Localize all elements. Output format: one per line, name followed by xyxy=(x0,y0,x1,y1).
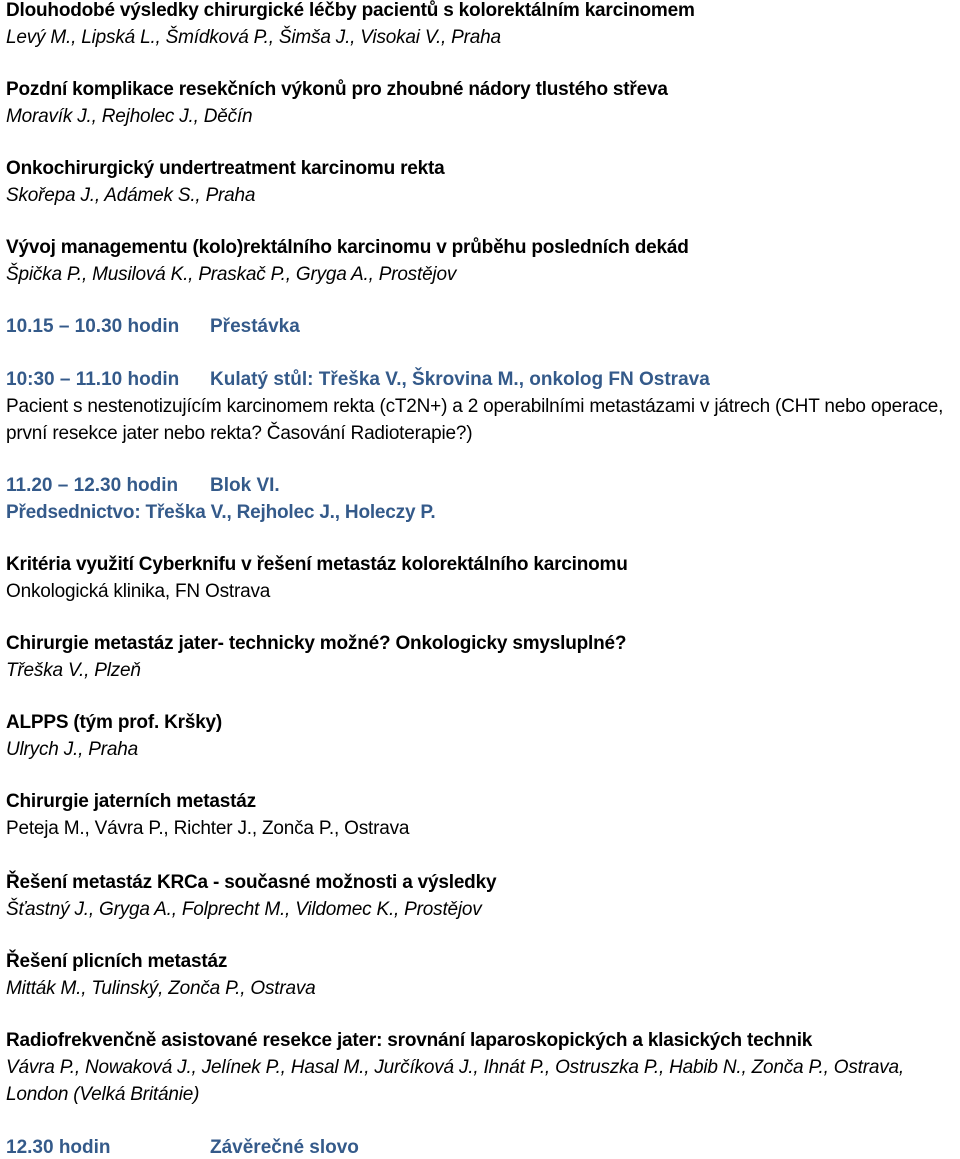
break-time: 10.15 – 10.30 hodin xyxy=(6,316,180,337)
talk-title: ALPPS (tým prof. Kršky) xyxy=(6,712,223,733)
block-label: Blok VI. xyxy=(210,475,280,496)
talk-authors: Vávra P., Nowaková J., Jelínek P., Hasal M., Jurčíková J., Ihnát P., Ostruszka P., Habib N., Zonča P., Ostrava, xyxy=(6,1057,904,1078)
break-session xyxy=(6,316,946,338)
block-chairs: Předsednictvo: Třeška V., Rejholec J., Holeczy P. xyxy=(6,502,436,523)
talk-authors: Onkologická klinika, FN Ostrava xyxy=(6,581,271,602)
round-table-session xyxy=(6,369,946,391)
talk-title: Kritéria využití Cyberknifu v řešení metastáz kolorektálního karcinomu xyxy=(6,554,628,575)
talk-authors: Špička P., Musilová K., Praskač P., Gryga A., Prostějov xyxy=(6,264,457,285)
talk-authors: Ulrych J., Praha xyxy=(6,739,138,760)
talk-title: Radiofrekvenčně asistované resekce jater: srovnání laparoskopických a klasických technik xyxy=(6,1030,813,1051)
talk-authors: Skořepa J., Adámek S., Praha xyxy=(6,185,256,206)
talk-title: Chirurgie jaterních metastáz xyxy=(6,791,256,812)
round-table-question: první resekce jater nebo rekta? Časování Radioterapie?) xyxy=(6,423,473,444)
talk-authors: Levý M., Lipská L., Šmídková P., Šimša J., Visokai V., Praha xyxy=(6,27,501,48)
round-table-label xyxy=(210,369,710,391)
block-time: 11.20 – 12.30 hodin xyxy=(6,475,179,496)
round-table-chairs: Kulatý stůl: Třeška V., Škrovina M. xyxy=(210,369,519,390)
round-table-time: 10:30 – 11.10 hodin xyxy=(6,369,180,390)
block-session xyxy=(6,475,946,497)
talk-title: Řešení metastáz KRCa - současné možnosti a výsledky xyxy=(6,872,497,893)
talk-title: Vývoj managementu (kolo)rektálního karcinomu v průběhu posledních dekád xyxy=(6,237,689,258)
talk-authors: Šťastný J., Gryga A., Folprecht M., Vildomec K., Prostějov xyxy=(6,899,482,920)
talk-title: Dlouhodobé výsledky chirurgické léčby pacientů s kolorektálním karcinomem xyxy=(6,0,695,21)
talk-title: Onkochirurgický undertreatment karcinomu rekta xyxy=(6,158,445,179)
talk-title: Řešení plicních metastáz xyxy=(6,951,228,972)
talk-authors: Třeška V., Plzeň xyxy=(6,660,141,681)
closing-session xyxy=(6,1137,946,1159)
closing-label: Závěrečné slovo xyxy=(210,1137,359,1158)
round-table-oncologist: , onkolog FN Ostrava xyxy=(518,369,710,390)
round-table-question: Pacient s nestenotizujícím karcinomem rekta (cT2N+) a 2 operabilními metastázami v játrech (CHT nebo operace, xyxy=(6,396,944,417)
closing-time: 12.30 hodin xyxy=(6,1137,111,1158)
talk-authors: Moravík J., Rejholec J., Děčín xyxy=(6,106,253,127)
talk-title: Chirurgie metastáz jater- technicky možné? Onkologicky smysluplné? xyxy=(6,633,627,654)
talk-authors: London (Velká Británie) xyxy=(6,1084,200,1105)
talk-title: Pozdní komplikace resekčních výkonů pro zhoubné nádory tlustého střeva xyxy=(6,79,668,100)
break-label: Přestávka xyxy=(210,316,300,337)
talk-authors: Mitták M., Tulinský, Zonča P., Ostrava xyxy=(6,978,316,999)
talk-authors: Peteja M., Vávra P., Richter J., Zonča P., Ostrava xyxy=(6,818,410,839)
